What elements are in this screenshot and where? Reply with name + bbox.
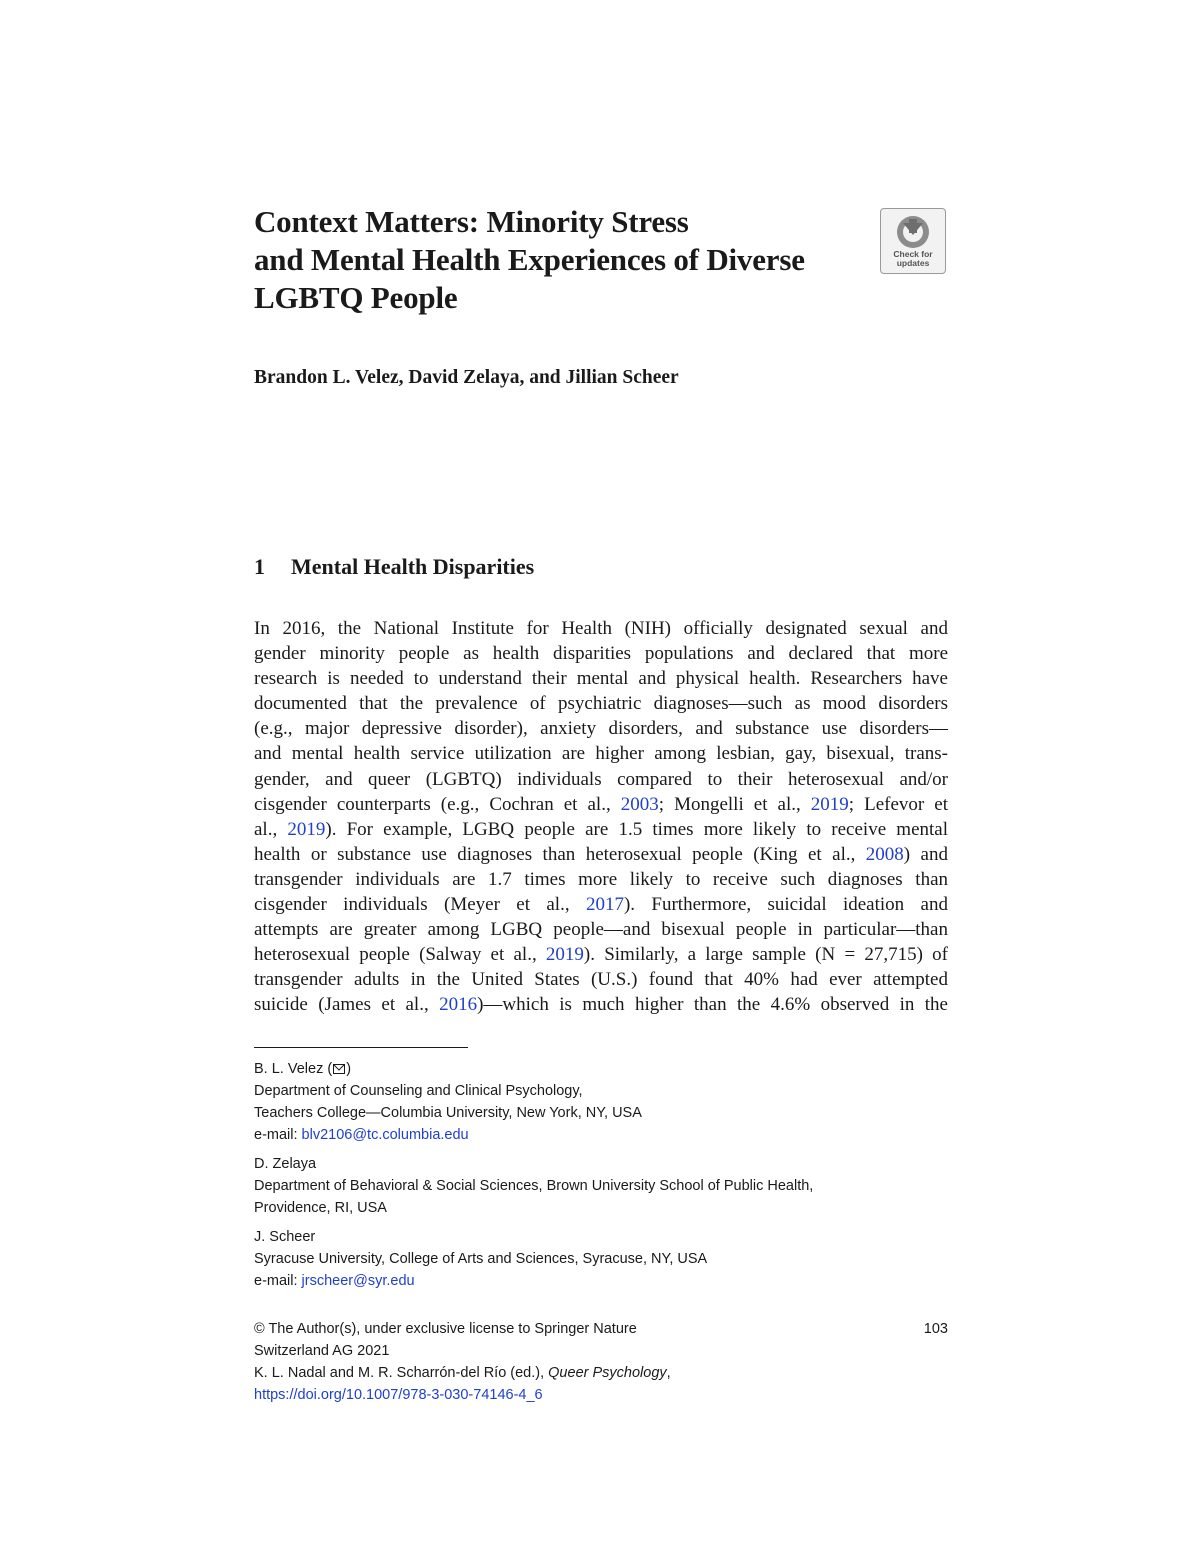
text-run: ; Mongelli et al., bbox=[658, 793, 811, 815]
title-line-1: Context Matters: Minority Stress bbox=[254, 204, 689, 239]
text-run: ) bbox=[346, 1061, 352, 1077]
citation-line bbox=[254, 1362, 948, 1384]
text-run: ). Furthermore, suicidal ideation and bbox=[623, 894, 948, 916]
paragraph-line: transgender individuals are 1.7 times more likely to receive such diagnoses than bbox=[254, 868, 948, 890]
text-run: , bbox=[666, 1365, 671, 1381]
email-line bbox=[254, 1124, 954, 1146]
paragraph-line: research is needed to understand their mental and physical health. Researchers have bbox=[254, 668, 948, 690]
paragraph-line: attempts are greater among LGBQ people—and bisexual people in particular—than bbox=[254, 919, 948, 941]
check-for-updates-badge[interactable] bbox=[880, 208, 946, 274]
text-run: cisgender counterparts (e.g., Cochran et al., bbox=[254, 793, 621, 815]
section-title: Mental Health Disparities bbox=[291, 554, 535, 579]
institution: Syracuse University, College of Arts and Sciences, Syracuse, NY, USA bbox=[254, 1251, 708, 1267]
text-run: ) and bbox=[903, 843, 948, 865]
envelope-icon[interactable] bbox=[333, 1064, 345, 1074]
paragraph-line: gender minority people as health disparities populations and declared that more bbox=[254, 643, 948, 665]
email-link[interactable]: blv2106@tc.columbia.edu bbox=[301, 1127, 469, 1143]
title-line-3: LGBTQ People bbox=[254, 280, 458, 315]
text-run: cisgender individuals (Meyer et al., bbox=[254, 894, 586, 916]
citation-link[interactable]: 2008 bbox=[865, 843, 904, 865]
copyright-line: © The Author(s), under exclusive license to Springer Nature bbox=[254, 1321, 637, 1337]
text-run: heterosexual people (Salway et al., bbox=[254, 944, 546, 966]
paragraph-line: and mental health service utilization are higher among lesbian, gay, bisexual, trans- bbox=[254, 743, 948, 765]
paragraph-line: transgender adults in the United States (U.S.) found that 40% had ever attempted bbox=[254, 969, 948, 991]
author-name: J. Scheer bbox=[254, 1229, 316, 1245]
affiliation-scheer bbox=[254, 1226, 954, 1292]
email-label: e-mail: bbox=[254, 1127, 302, 1143]
citation-link[interactable]: 2019 bbox=[287, 818, 326, 840]
page-number: 103 bbox=[923, 1321, 948, 1337]
institution: Teachers College—Columbia University, New York, NY, USA bbox=[254, 1105, 642, 1121]
department: Department of Counseling and Clinical Psychology, bbox=[254, 1083, 583, 1099]
paragraph-line bbox=[254, 942, 948, 967]
doi-link[interactable]: https://doi.org/10.1007/978-3-030-74146-4_6 bbox=[254, 1387, 543, 1403]
chapter-title bbox=[254, 203, 864, 317]
badge-label-line-2: updates bbox=[896, 258, 930, 268]
department: Department of Behavioral & Social Sciences, Brown University School of Public Health, bbox=[254, 1178, 814, 1194]
author-list: Brandon L. Velez, David Zelaya, and Jillian Scheer bbox=[254, 367, 679, 388]
paragraph-line bbox=[254, 817, 948, 842]
text-run: B. L. Velez ( bbox=[254, 1061, 333, 1077]
paragraph-line: gender, and queer (LGBTQ) individuals compared to their heterosexual and/or bbox=[254, 768, 948, 790]
editors: K. L. Nadal and M. R. Scharrón-del Río (ed.), bbox=[254, 1365, 549, 1381]
text-run: suicide (James et al., bbox=[254, 994, 440, 1016]
text-run: al., bbox=[254, 818, 288, 840]
paragraph-line bbox=[254, 792, 948, 817]
paragraph-line: (e.g., major depressive disorder), anxiety disorders, and substance use disorders— bbox=[254, 718, 948, 740]
email-label: e-mail: bbox=[254, 1273, 302, 1289]
author-name bbox=[254, 1058, 954, 1080]
text-run: health or substance use diagnoses than heterosexual people (King et al., bbox=[254, 843, 866, 865]
paragraph-line: In 2016, the National Institute for Health (NIH) officially designated sexual and bbox=[254, 618, 948, 639]
text-run: ; Lefevor et bbox=[848, 793, 948, 815]
section-number: 1 bbox=[254, 554, 265, 579]
text-run: )—which is much higher than the 4.6% observed in the bbox=[477, 994, 948, 1016]
paragraph-line bbox=[254, 992, 948, 1017]
body-paragraph bbox=[254, 616, 948, 1018]
paragraph-line bbox=[254, 892, 948, 917]
check-for-updates-icon bbox=[889, 213, 937, 251]
citation-link[interactable]: 2003 bbox=[620, 793, 659, 815]
copyright-line: Switzerland AG 2021 bbox=[254, 1343, 390, 1359]
author-name: D. Zelaya bbox=[254, 1156, 317, 1172]
title-line-2: and Mental Health Experiences of Diverse bbox=[254, 242, 805, 277]
badge-label bbox=[881, 250, 945, 268]
section-heading bbox=[254, 552, 534, 582]
email-link[interactable]: jrscheer@syr.edu bbox=[301, 1273, 415, 1289]
location: Providence, RI, USA bbox=[254, 1200, 387, 1216]
citation-link[interactable]: 2019 bbox=[545, 944, 584, 966]
book-title: Queer Psychology bbox=[548, 1365, 667, 1381]
email-line bbox=[254, 1270, 954, 1292]
affiliation-zelaya bbox=[254, 1153, 954, 1219]
paragraph-line: documented that the prevalence of psychiatric diagnoses—such as mood disorders bbox=[254, 693, 948, 715]
badge-label-line-1: Check for bbox=[893, 249, 933, 259]
citation-link[interactable]: 2017 bbox=[585, 894, 624, 916]
doi-line bbox=[254, 1384, 948, 1406]
footnote-divider bbox=[254, 1047, 468, 1048]
citation-link[interactable]: 2016 bbox=[439, 994, 478, 1016]
citation-link[interactable]: 2019 bbox=[810, 793, 849, 815]
text-run: ). For example, LGBQ people are 1.5 times more likely to receive mental bbox=[325, 818, 948, 840]
copyright-block bbox=[254, 1318, 948, 1406]
text-run: ). Similarly, a large sample (N = 27,715) of bbox=[583, 944, 948, 966]
affiliation-velez bbox=[254, 1058, 954, 1146]
paragraph-line bbox=[254, 842, 948, 867]
